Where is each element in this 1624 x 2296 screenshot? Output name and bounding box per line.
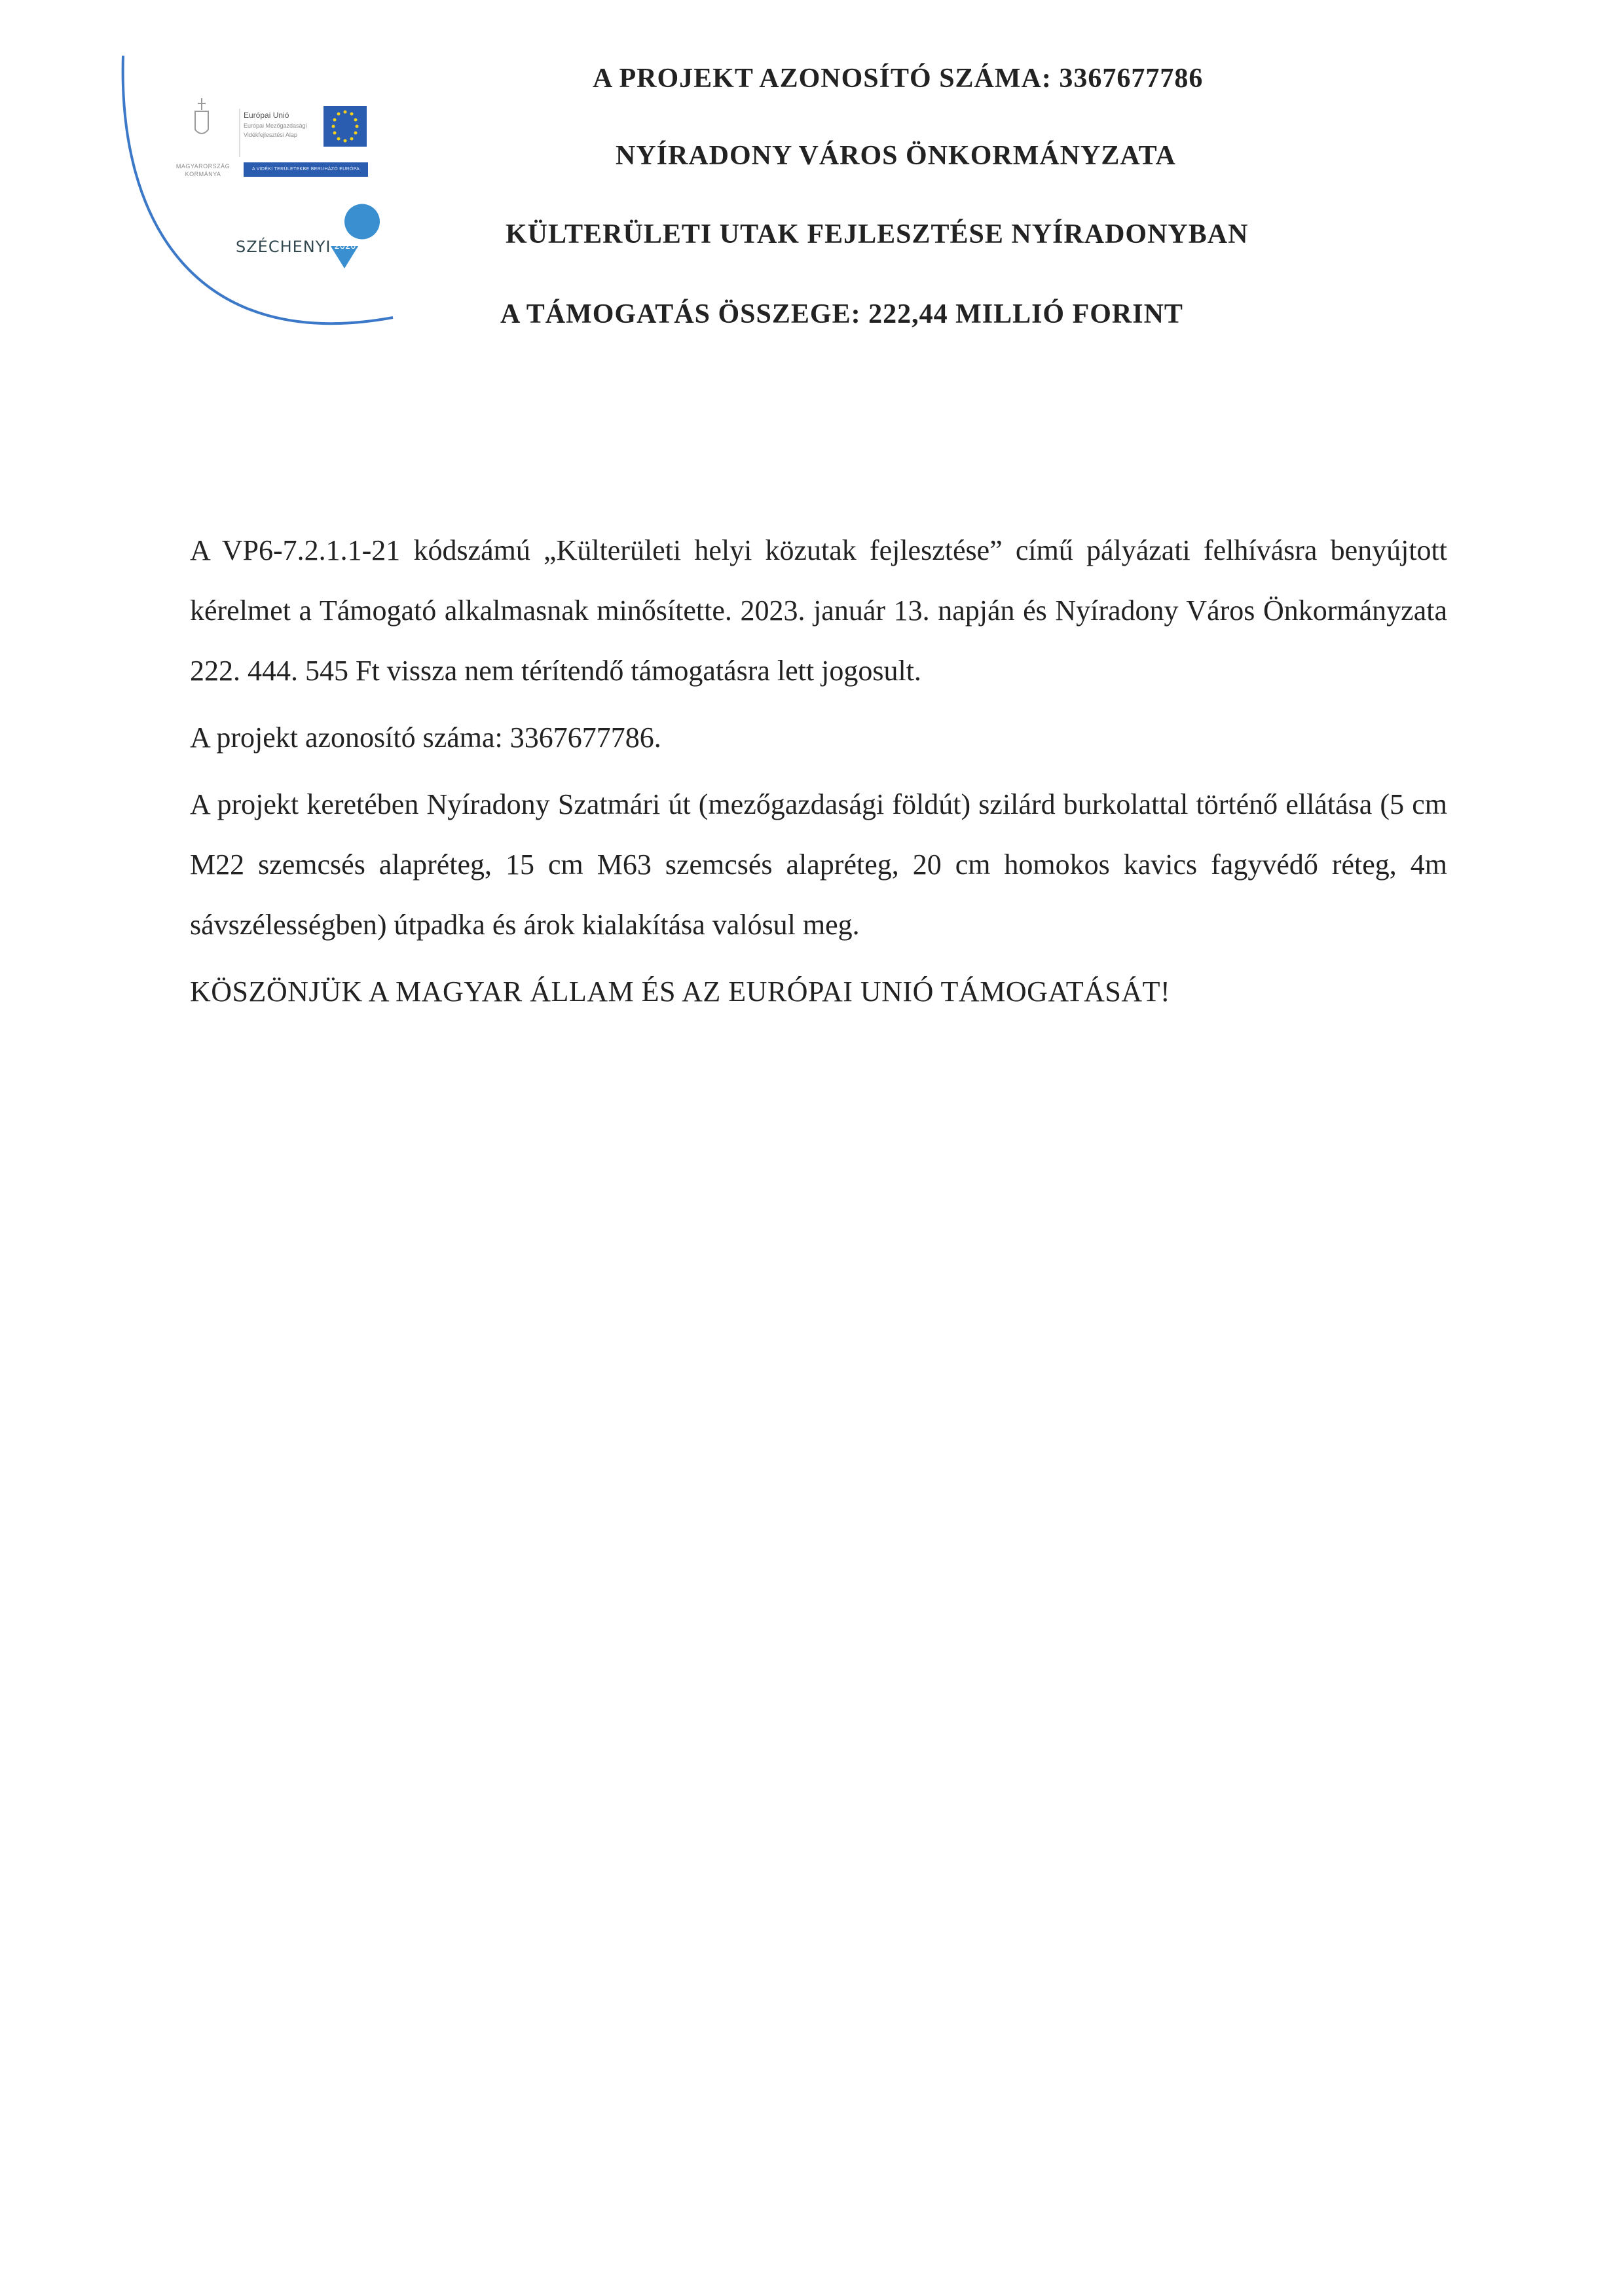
crest-icon	[195, 98, 208, 134]
government-label: MAGYARORSZÁG KORMÁNYA	[175, 163, 231, 177]
paragraph-project-id: A projekt azonosító száma: 3367677786.	[190, 721, 661, 754]
eu-label	[244, 110, 335, 139]
closing-thanks: KÖSZÖNJÜK A MAGYAR ÁLLAM ÉS AZ EURÓPAI UNIÓ TÁMOGATÁSÁT!	[190, 975, 1171, 1008]
municipality-heading: NYÍRADONY VÁROS ÖNKORMÁNYZATA	[616, 141, 1176, 171]
szechenyi-pin-icon	[331, 204, 380, 269]
paragraph-project-scope: A projekt keretében Nyíradony Szatmári út (mezőgazdasági földút) szilárd burkolattal történő ellátása (5 cm M22 szemcsés alapréteg, 15 cm M63 szemcsés alapréteg, 20 cm homokos kavics fagyvédő réteg, 4m sávszélességben) útpadka és árok kialakítása valósul meg.	[190, 788, 1447, 941]
logo-graphic	[118, 52, 406, 354]
project-title-heading: KÜLTERÜLETI UTAK FEJLESZTÉSE NYÍRADONYBAN	[506, 219, 1249, 249]
eu-slogan-bar: A VIDÉKI TERÜLETEKBE BERUHÁZÓ EURÓPA	[244, 162, 368, 177]
body-text	[190, 520, 1447, 1022]
eu-title: Európai Unió	[244, 111, 289, 120]
szechenyi-label: SZÉCHENYI	[236, 238, 331, 256]
szechenyi-year: 2020	[334, 242, 356, 251]
project-id-heading: A PROJEKT AZONOSÍTÓ SZÁMA: 3367677786	[593, 64, 1204, 94]
paragraph-application: A VP6-7.2.1.1-21 kódszámú „Külterületi helyi közutak fejlesztése” című pályázati felhívásra benyújtott kérelmet a Támogató alkalmasnak minősítette. 2023. január 13. napján és Nyíradony Város Önkormányzata 222. 444. 545 Ft vissza nem térítendő támogatásra lett jogosult.	[190, 534, 1447, 687]
logo-block	[118, 52, 406, 354]
eu-subtitle: Európai Mezőgazdasági Vidékfejlesztési Alap	[244, 122, 307, 138]
blue-arc	[123, 56, 393, 323]
grant-amount-heading: A TÁMOGATÁS ÖSSZEGE: 222,44 MILLIÓ FORINT	[500, 299, 1183, 329]
